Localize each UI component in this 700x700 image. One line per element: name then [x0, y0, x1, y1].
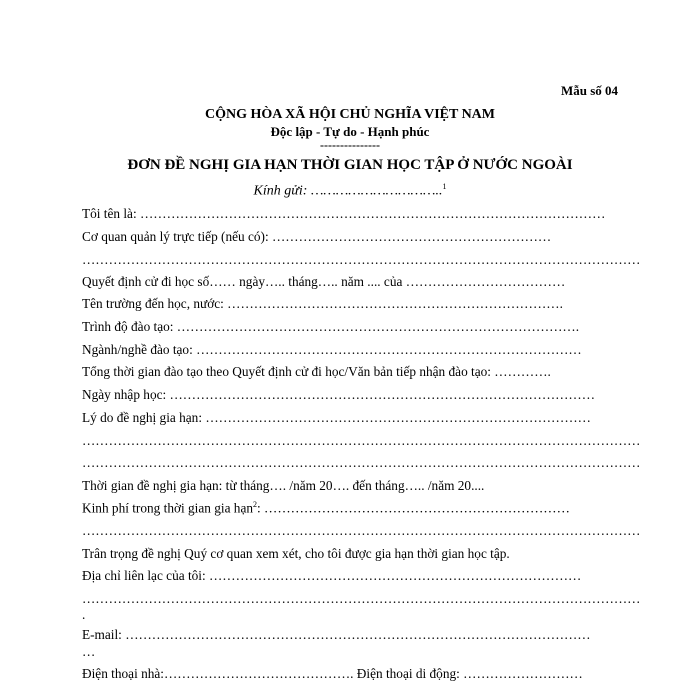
field-decision: Quyết định cử đi học số…… ngày….. tháng….. năm .... của ……………………………… [82, 274, 566, 289]
national-motto: Độc lập - Tự do - Hạnh phúc [270, 124, 430, 139]
field-address: Địa chỉ liên lạc của tôi: ………………………………………………………………………… [82, 568, 582, 583]
field-name: Tôi tên là: …………………………………………………………………………………………… [82, 206, 606, 221]
field-address-end: . [82, 607, 86, 622]
field-reason: Lý do đề nghị gia hạn: …………………………………………………………………………… [82, 410, 591, 425]
recipient-line [0, 182, 700, 200]
form-number: Mẫu số 04 [560, 83, 618, 98]
request-statement: Trân trọng đề nghị Quý cơ quan xem xét, cho tôi được gia hạn thời gian học tập. [82, 546, 510, 561]
field-funding-continuation: ……………………………………………………………………………………………………………… [82, 523, 641, 538]
field-address-continuation: ……………………………………………………………………………………………………………… [82, 591, 641, 606]
funding-label: Kinh phí trong thời gian gia hạn [82, 500, 254, 516]
recipient-text: Kính gửi: ………………………….. [253, 183, 443, 199]
field-email-end: … [82, 644, 96, 659]
field-agency: Cơ quan quản lý trực tiếp (nếu có): ……………………………………………………… [82, 229, 552, 244]
field-funding [82, 500, 570, 516]
header-divider: --------------- [320, 138, 380, 152]
field-extension-time: Thời gian đề nghị gia hạn: từ tháng…. /năm 20…. đến tháng….. /năm 20.... [82, 478, 485, 493]
field-reason-continuation-1: ……………………………………………………………………………………………………………… [82, 433, 641, 448]
field-agency-continuation: ……………………………………………………………………………………………………………… [82, 252, 641, 267]
field-school: Tên trường đến học, nước: …………………………………………………………………. [82, 296, 563, 311]
document-title: ĐƠN ĐỀ NGHỊ GIA HẠN THỜI GIAN HỌC TẬP Ở NƯỚC NGOÀI [127, 157, 573, 173]
field-email: E-mail: …………………………………………………………………………………………… [82, 627, 591, 642]
footnote-marker: 1 [442, 182, 447, 191]
field-major: Ngành/nghề đào tạo: …………………………………………………………………………… [82, 342, 582, 357]
funding-dots: : …………………………………………………………… [257, 500, 570, 516]
field-phone: Điện thoại nhà:……………………………………. Điện thoại di động: ……………………… [82, 666, 583, 681]
field-training-level: Trình độ đào tạo: ………………………………………………………………………………. [82, 319, 580, 334]
field-total-training-time: Tổng thời gian đào tạo theo Quyết định cử đi học/Văn bản tiếp nhận đào tạo: …………. [82, 364, 551, 379]
field-enrollment-date: Ngày nhập học: …………………………………………………………………………………… [82, 387, 596, 402]
field-reason-continuation-2: ……………………………………………………………………………………………………………… [82, 455, 641, 470]
country-name: CỘNG HÒA XÃ HỘI CHỦ NGHĨA VIỆT NAM [204, 107, 495, 122]
footnote-marker-2: 2 [253, 500, 258, 509]
